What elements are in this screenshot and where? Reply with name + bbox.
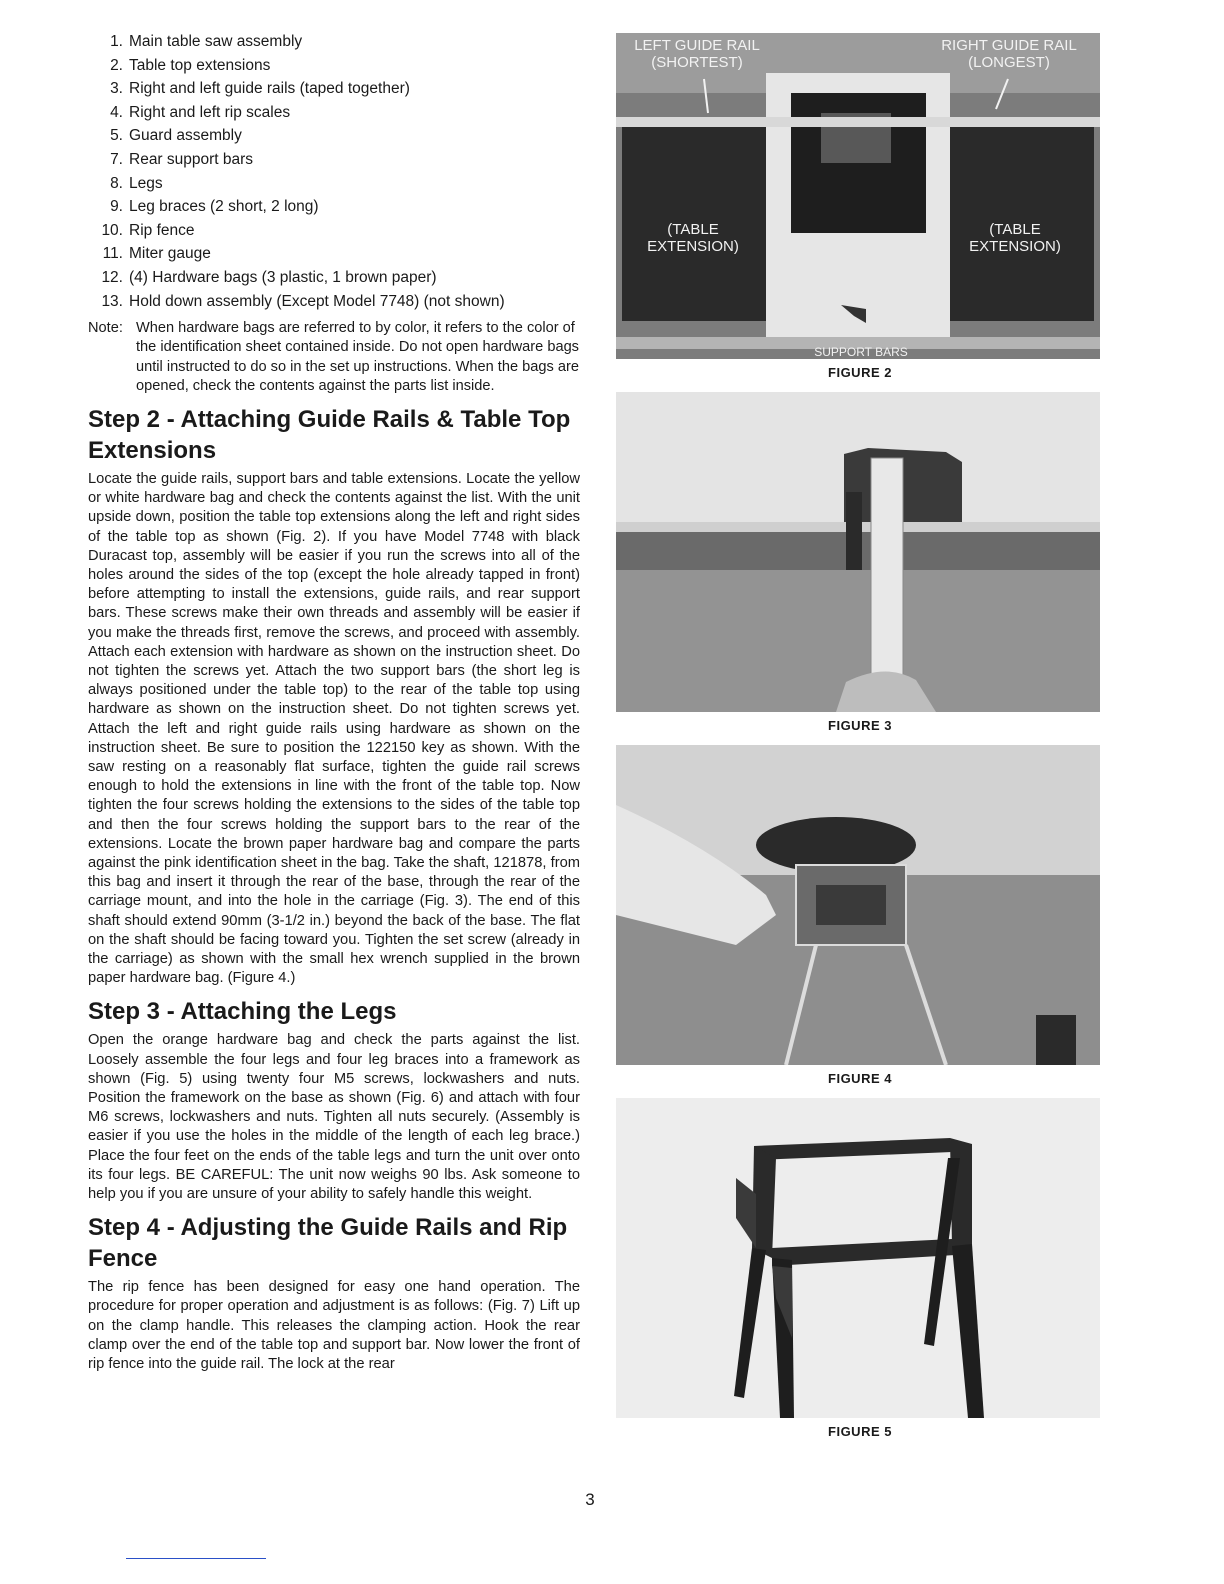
step3-body: Open the orange hardware bag and check the parts against the list. Loosely assemble the four legs and four leg braces into a framework as shown (Fig. 5) using twenty four M5 screws, lockwashers and nuts. Position the framework on the base as shown (Fig. 6) and attach with four M6 screws, lockwashers and nuts. Tighten all nuts securely. (Assembly is easier if you use the holes in the middle of the length of each leg brace.) Place the four feet on the ends of the table legs and turn the unit over onto its four legs. BE CAREFUL: The unit now weighs 90 lbs. Ask someone to help you if you are unsure of your ability to safely handle this weight.: [88, 1032, 580, 1203]
shaft-photo: [616, 392, 1100, 712]
parts-list: [88, 30, 580, 313]
item-number: 3.: [110, 80, 123, 98]
list-item: [88, 77, 580, 101]
page-number: 3: [585, 1490, 595, 1509]
figure-2-photo: [616, 33, 1100, 359]
step2-heading: Step 2 - Attaching Guide Rails & Table Top Extensions: [88, 405, 571, 464]
figure-column: [616, 33, 1104, 1451]
item-text: Main table saw assembly: [129, 33, 303, 50]
list-item: [88, 148, 580, 172]
left-guide-rail-label: [622, 37, 772, 71]
item-text: Hold down assembly (Except Model 7748) (not shown): [129, 292, 505, 310]
left-table-extension-label: [638, 221, 748, 255]
list-item: [88, 30, 580, 54]
label-line: EXTENSION): [969, 238, 1061, 255]
item-text: Miter gauge: [129, 245, 211, 263]
note-label: Note:: [88, 320, 123, 337]
note-block: [88, 319, 580, 396]
item-number: 9.: [110, 198, 123, 216]
text-column: [88, 30, 580, 1374]
list-item: [88, 290, 580, 314]
note-text: When hardware bags are referred to by color, it refers to the color of the identification sheet contained inside. Do not open hardware bags until instructed to do so in the set up instructions. When the bags are opened, check the contents against the parts list inside.: [136, 320, 579, 394]
figure-3-photo: [616, 392, 1100, 712]
list-item: [88, 101, 580, 125]
list-item: [88, 124, 580, 148]
figure-4-caption: FIGURE 4: [828, 1071, 892, 1086]
support-bars-label: SUPPORT BARS: [814, 345, 908, 359]
list-item: [88, 195, 580, 219]
item-number: 11.: [102, 245, 123, 263]
label-line: RIGHT GUIDE RAIL: [941, 37, 1077, 54]
item-number: 2.: [110, 56, 123, 74]
item-text: Rip fence: [129, 221, 195, 239]
item-number: 4.: [110, 103, 123, 121]
item-number: 13.: [101, 292, 123, 310]
step3-heading: Step 3 - Attaching the Legs: [88, 998, 397, 1026]
item-text: Table top extensions: [129, 56, 271, 74]
label-line: EXTENSION): [647, 238, 739, 255]
label-line: LEFT GUIDE RAIL: [634, 37, 760, 54]
item-text: Leg braces (2 short, 2 long): [129, 198, 319, 216]
list-item: [88, 54, 580, 78]
step4-heading: Step 4 - Adjusting the Guide Rails and Rip Fence: [88, 1214, 568, 1273]
item-number: 1.: [110, 33, 123, 50]
item-number: 10.: [101, 221, 123, 239]
figure-5-photo: [616, 1098, 1100, 1418]
item-number: 7.: [110, 150, 123, 168]
item-text: Rear support bars: [129, 150, 254, 168]
list-item: [88, 219, 580, 243]
step4-body: The rip fence has been designed for easy one hand operation. The procedure for proper operation and adjustment is as follows: (Fig. 7) Lift up on the clamp handle. This releases the clamping action. Hook the rear clamp over the end of the table top and support bar. Now lower the front of rip fence into the guide rail. The lock at the rear: [88, 1279, 580, 1373]
leg-frame-photo: [616, 1098, 1100, 1418]
figure-2-caption: FIGURE 2: [828, 365, 892, 380]
set-screw-photo: [616, 745, 1100, 1065]
item-text: Right and left guide rails (taped together): [129, 80, 410, 98]
figure-3-caption: FIGURE 3: [828, 718, 892, 733]
right-table-extension-label: [960, 221, 1070, 255]
item-number: 8.: [110, 174, 123, 192]
item-text: (4) Hardware bags (3 plastic, 1 brown paper): [129, 268, 437, 286]
item-number: 5.: [110, 127, 123, 145]
figure-4-photo: [616, 745, 1100, 1065]
label-line: (LONGEST): [968, 54, 1050, 71]
item-text: Legs: [129, 174, 163, 192]
item-number: 12.: [101, 268, 123, 286]
label-line: (SHORTEST): [651, 54, 743, 71]
footer-rule: [126, 1558, 266, 1559]
right-guide-rail-label: [934, 37, 1084, 71]
item-text: Guard assembly: [129, 127, 242, 145]
label-line: (TABLE: [667, 221, 719, 238]
item-text: Right and left rip scales: [129, 103, 291, 121]
figure-5-caption: FIGURE 5: [828, 1424, 892, 1439]
list-item: [88, 172, 580, 196]
table-top-photo: [616, 33, 1100, 359]
list-item: [88, 242, 580, 266]
label-line: (TABLE: [989, 221, 1041, 238]
step2-body: Locate the guide rails, support bars and table extensions. Locate the yellow or white hardware bag and check the contents against the list. With the unit upside down, position the table top extensions along the left and right sides of the table top as shown (Fig. 2). If you have Model 7748 with black Duracast top, assembly will be easier if you run the screws into all of the holes around the sides of the top (except the hole already tapped in front) before attempting to install the extensions, guide rails, and rear support bars. These screws make their own threads and assembly will be easier if you make the threads first, remove the screws, and proceed with assembly. Attach each extension with hardware as shown on the instruction sheet. Do not tighten the screws yet. Attach the two support bars (the short leg is always positioned under the table top) to the rear of the table top using hardware as shown on the instruction sheet. Do not tighten screws yet. Attach the left and right guide rails using hardware as shown on the instruction sheet. Be sure to position the 122150 key as shown. With the saw resting on a reasonably flat surface, tighten the guide rail screws enough to hold the extensions in line with the front of the table top. Now tighten the four screws holding the extensions to the sides of the table top and then the four screws holding the support bars to the rear of the extensions. Locate the brown paper hardware bag and compare the parts against the pink identification sheet in the bag. Take the shaft, 121878, from this bag and insert it through the rear of the base, through the rear of the carriage mount, and into the hole in the carriage (Fig. 3). The end of this shaft should extend 90mm (3-1/2 in.) beyond the back of the base. The flat on the shaft should be facing toward you. Tighten the set screw (already in the carriage) as shown with the small hex wrench supplied in the brown paper hardware bag. (Figure 4.): [88, 470, 580, 987]
list-item: [88, 266, 580, 290]
